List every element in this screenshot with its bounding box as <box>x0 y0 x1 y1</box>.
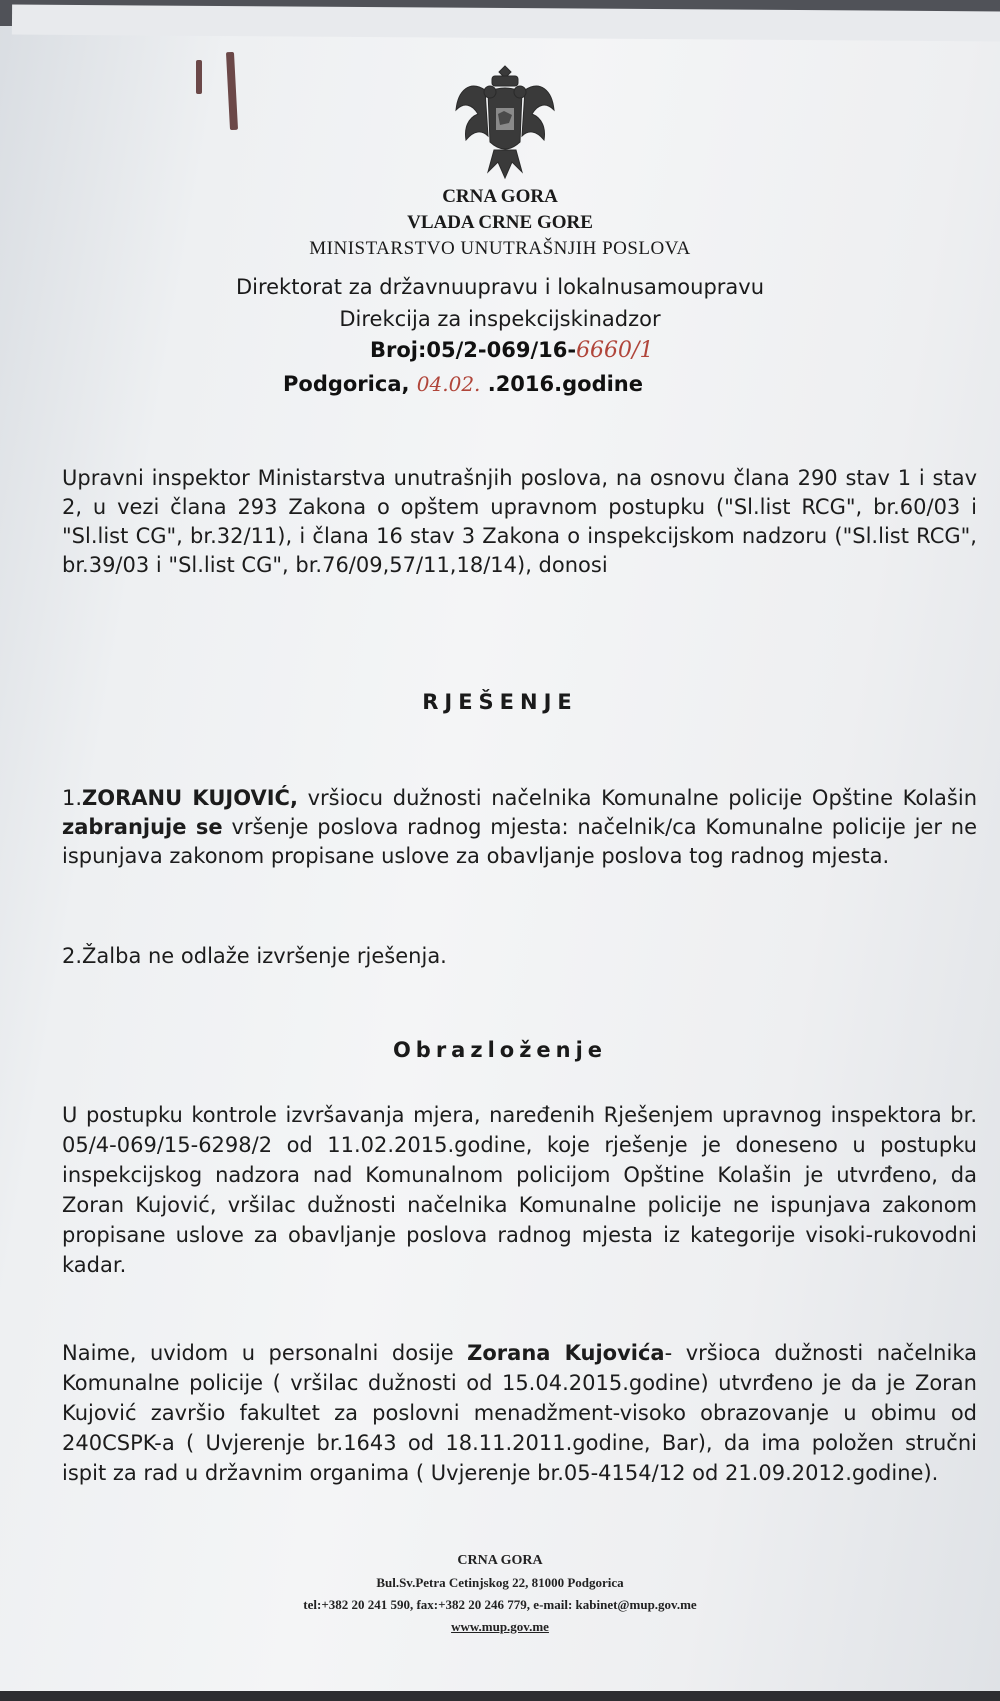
reasoning-paragraph-2 <box>62 1338 977 1488</box>
photo-bottom-edge <box>0 1691 1000 1701</box>
decision-item-2: 2.Žalba ne odlaže izvršenje rješenja. <box>62 944 447 968</box>
reasoning-title: Obrazloženje <box>392 1038 608 1062</box>
item-number: 1. <box>62 786 83 810</box>
footer-address: Bul.Sv.Petra Cetinjskog 22, 81000 Podgorica <box>376 1575 624 1590</box>
person-name: ZORANU KUJOVIĆ, <box>82 786 298 810</box>
ministry-heading: MINISTARSTVO UNUTRAŠNJIH POSLOVA <box>309 238 691 259</box>
footer-contact: tel:+382 20 241 590, fax:+382 20 246 779, e-mail: kabinet@mup.gov.me <box>303 1597 697 1612</box>
country-heading: CRNA GORA <box>442 186 558 207</box>
reference-number-label: Broj:05/2-069/16- <box>370 338 577 362</box>
paper-top-edge <box>12 5 1000 42</box>
item-text-rest: vršenje poslova radnog mjesta: načelnik/ca Komunalne policije jer ne ispunjava zakonom propisane uslove za obavljanje poslova tog radnog mjesta. <box>62 815 977 868</box>
reference-number-handwritten: 6660/1 <box>576 338 654 363</box>
binder-mark <box>226 52 238 130</box>
decision-item-1 <box>62 784 977 871</box>
paragraph-prefix: Naime, uvidom u personalni dosije <box>62 1341 468 1365</box>
reasoning-paragraph-1: U postupku kontrole izvršavanja mjera, naređenih Rješenjem upravnog inspektora br. 05/4-069/15-6298/2 od 11.02.2015.godine, koje rješenje je doneseno u postupku inspekcijskog nadzora nad Komunalnom policijom Opštine Kolašin je utvrđeno, da Zoran Kujović, vršilac dužnosti načelnika Komunalne policije ne ispunjava zakonom propisane uslove za obavljanje poslova radnog mjesta iz kategorije visoki-rukovodni kadar. <box>62 1103 977 1277</box>
footer-country: CRNA GORA <box>457 1553 543 1568</box>
directorate-line: Direktorat za državnuupravu i lokalnusamoupravu <box>235 275 765 299</box>
date-handwritten: 04.02. <box>416 372 481 396</box>
place-date <box>283 372 643 396</box>
directorate-sub-line: Direkcija za inspekcijskinadzor <box>339 307 661 331</box>
person-name: Zorana Kujovića <box>467 1341 665 1365</box>
item-text: vršiocu dužnosti načelnika Komunalne policije Opštine Kolašin <box>297 786 978 810</box>
item-emphasis: zabranjuje se <box>62 815 223 839</box>
decision-title: RJEŠENJE <box>422 690 578 714</box>
montenegro-coat-of-arms-icon <box>450 62 560 182</box>
paragraph-rest: - vršioca dužnosti načelnika Komunalne policije ( vršilac dužnosti od 15.04.2015.godine) utvrđeno je da je Zoran Kujović završio fakultet za poslovni menadžment-visoko obrazovanje u obimu od 240CSPK-a ( Uvjerenje br.1643 od 18.11.2011.godine, Bar), da ima položen stručni ispit za rad u državnim organima ( Uvjerenje br.05-4154/12 od 21.09.2012.godine). <box>62 1341 977 1485</box>
place-label: Podgorica, <box>283 372 410 396</box>
date-suffix: .2016.godine <box>487 372 644 396</box>
government-heading: VLADA CRNE GORE <box>407 212 593 233</box>
footer-website-link[interactable]: www.mup.gov.me <box>451 1619 549 1634</box>
intro-paragraph: Upravni inspektor Ministarstva unutrašnjih poslova, na osnovu člana 290 stav 1 i stav 2, u vezi člana 293 Zakona o opštem upravnom postupku ("Sl.list RCG", br.60/03 i "Sl.list CG", br.32/11), i člana 16 stav 3 Zakona o inspekcijskom nadzoru ("Sl.list RCG", br.39/03 i "Sl.list CG", br.76/09,57/11,18/14), donosi <box>62 466 977 577</box>
reference-number <box>370 338 653 363</box>
binder-mark <box>196 60 202 94</box>
